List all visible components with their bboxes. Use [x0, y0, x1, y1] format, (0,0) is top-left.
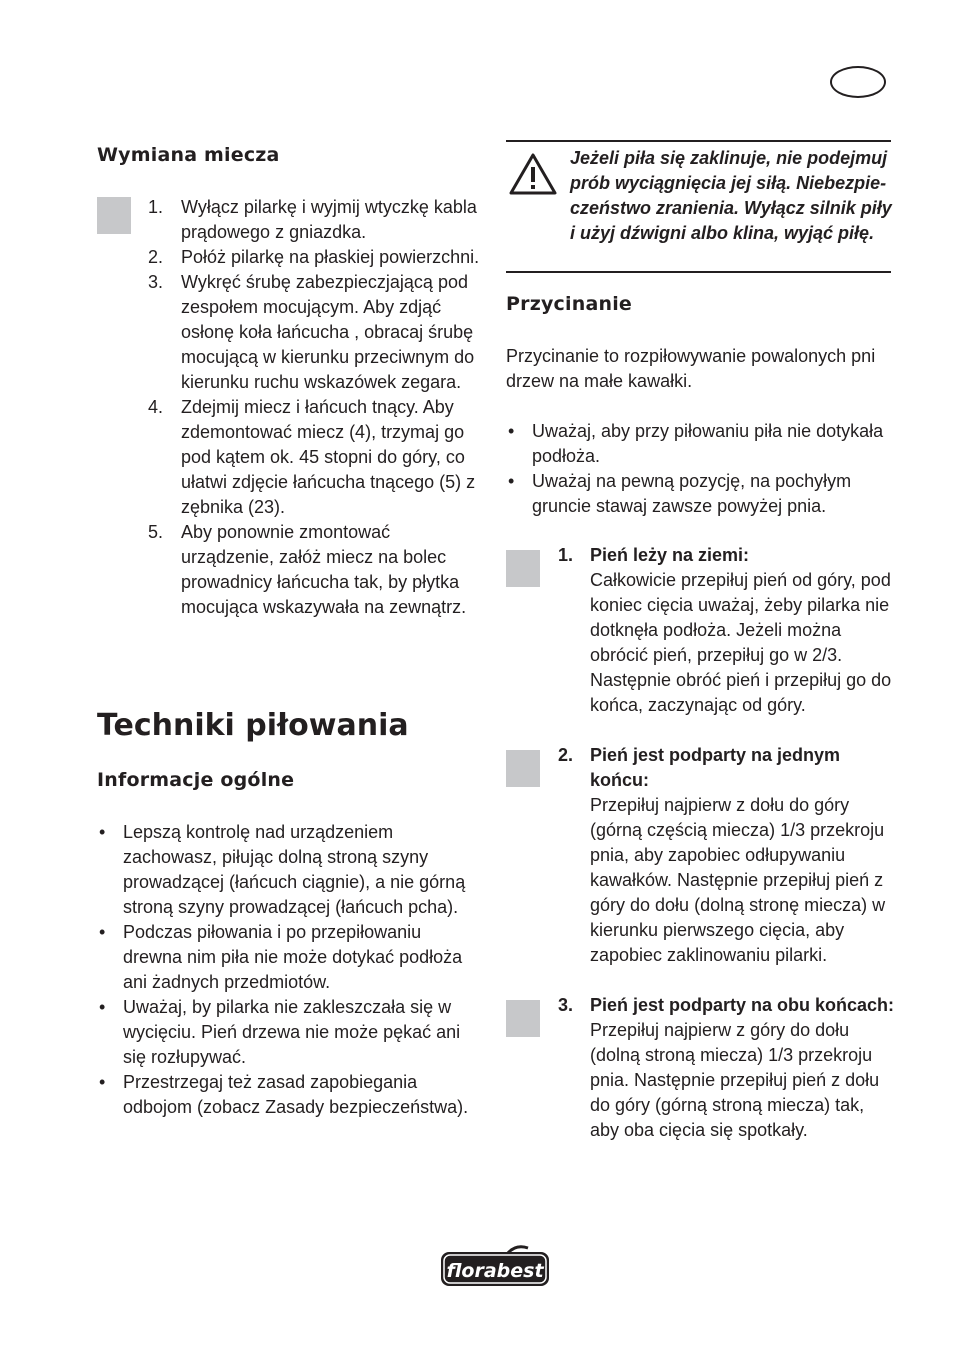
general-info-bullets — [97, 820, 485, 1120]
language-badge — [830, 66, 886, 98]
list-item: • Przestrzegaj też zasad zapobiegania odbojom (zobacz Zasady bezpieczeństwa). — [99, 1072, 469, 1117]
note-marker — [506, 550, 540, 587]
section-title-cutting: Przycinanie — [506, 293, 632, 315]
list-item: • Uważaj, aby przy piłowaniu piła nie dotykała podłoża. — [508, 421, 884, 466]
list-item: 3. Wykręć śrubę zabezpieczjającą pod zespołem mocującym. Aby zdjąć osłonę koła łańcucha , obracaj śrubę mocującą w kierunku przeciwnym do kierunku ruchu wskazówek zegara. — [148, 272, 475, 392]
warning-box — [506, 140, 891, 273]
note-marker — [97, 197, 131, 234]
list-item: 4. Zdejmij miecz i łańcuch tnący. Aby zdemontować miecz (4), trzymaj go pod kątem ok. 45 stopni do góry, co ułatwi zdjęcie łańcucha tnącego (5) z zębnika (23). — [148, 397, 476, 517]
cutting-step-3: 3. Pień jest podparty na obu końcach: Przepiłuj najpierw z góry do dołu (dolną stroną miecza) 1/3 przekroju pnia. Następnie przepiłuj pień z dołu do góry (górną stroną miecza) tak, aby oba cięcia się spotkały. — [558, 995, 895, 1140]
florabest-logo — [438, 1244, 552, 1290]
list-item: • Uważaj na pewną pozycję, na pochyłym gruncie stawaj zawsze powyżej pnia. — [508, 471, 852, 516]
list-item: 2. Połóż pilarkę na płaskiej powierzchni. — [148, 247, 480, 267]
cutting-intro: Przycinanie to rozpiłowywanie powalonych pni drzew na małe kawałki. — [506, 346, 876, 391]
list-item: • Podczas piłowania i po przepiłowaniu drewna nim piła nie może dotykać podłoża ani żadnych przedmiotów. — [99, 922, 463, 992]
cutting-step-1: 1. Pień leży na ziemi: Całkowicie przepiłuj pień od góry, pod koniec cięcia uważaj, żeby pilarka nie dotknęła podłoża. Jeżeli można obrócić pień, przepiłuj go w 2/3. Następnie obróć pień i przepiłuj go do końca, zaczynając od góry. — [558, 545, 892, 715]
list-item: • Lepszą kontrolę nad urządzeniem zachowasz, piłując dolną stroną szyny prowadzącej (łańcuch ciągnie), a nie górną stroną szyny prowadzącej (łańcuch pcha). — [99, 822, 466, 917]
section-title-general-info: Informacje ogólne — [97, 769, 295, 791]
note-marker — [506, 1000, 540, 1037]
warning-text: Jeżeli piła się zaklinuje, nie podejmuj prób wyciągnięcia jej siłą. Niebezpie-czeństwo zranienia. Wyłącz silnik piły i użyj dźwigni albo klina, wyjąć piłę. — [570, 148, 892, 243]
note-marker — [506, 750, 540, 787]
cutting-bullets — [506, 419, 891, 519]
bar-replacement-steps — [148, 195, 488, 620]
list-item: 5. Aby ponownie zmontować urządzenie, załóż miecz na bolec prowadnicy łańcucha tak, by płytka mocująca wskazywała na zewnątrz. — [148, 522, 467, 617]
svg-text:florabest: florabest — [446, 1260, 544, 1282]
cutting-step-2: 2. Pień jest podparty na jednym końcu: Przepiłuj najpierw z dołu do góry (górną częścią miecza) 1/3 przekroju pnia, aby zapobiec odłupywaniu kawałków. Następnie przepiłuj pień z góry do dołu (dolną stronę miecza) w kierunku pierwszego cięcia, aby zapobiec zaklinowaniu pilarki. — [558, 745, 886, 965]
warning-triangle-icon — [508, 152, 558, 196]
list-item: 1. Wyłącz pilarkę i wyjmij wtyczkę kabla prądowego z gniazdka. — [148, 197, 477, 242]
list-item: • Uważaj, by pilarka nie zakleszczała się w wycięciu. Pień drzewa nie może pękać ani się rozłupywać. — [99, 997, 461, 1067]
section-title-bar-replacement: Wymiana miecza — [97, 144, 280, 166]
main-title: Techniki piłowania — [97, 708, 409, 743]
